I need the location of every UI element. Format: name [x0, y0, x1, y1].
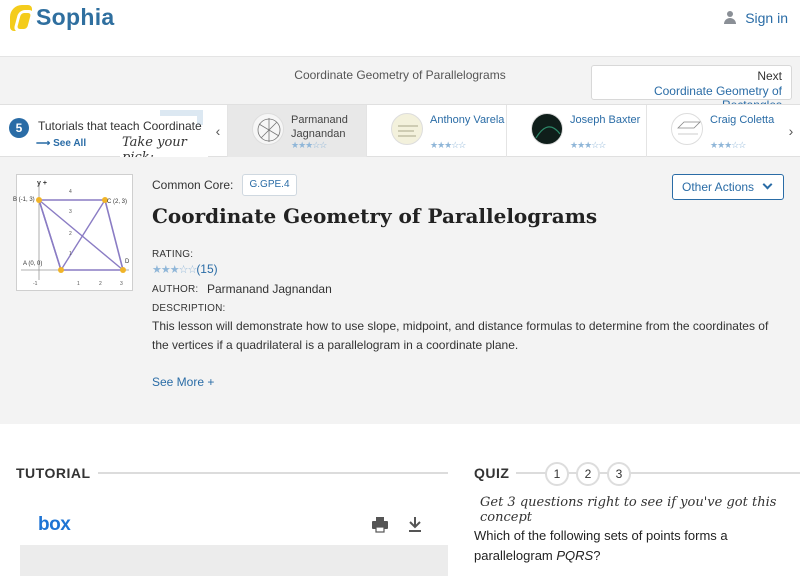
user-icon [723, 11, 737, 25]
band-title: Coordinate Geometry of Parallelograms [294, 68, 506, 82]
logo-text: Sophia [36, 4, 115, 30]
tutor-rating-stars: ★★★☆☆ [570, 140, 606, 150]
tutorial-heading: TUTORIAL [16, 465, 91, 481]
y-tick-2: 2 [69, 231, 72, 237]
lesson-title: Coordinate Geometry of Parallelograms [152, 204, 598, 228]
tutor-thumbnail [531, 113, 563, 145]
rating-count: (15) [196, 262, 218, 276]
quiz-step-3[interactable]: 3 [607, 462, 631, 486]
tutorials-strip [0, 104, 800, 157]
tutor-thumbnail [671, 113, 703, 145]
quiz-step-2[interactable]: 2 [576, 462, 600, 486]
sign-in-label: Sign in [745, 10, 788, 26]
dark-graph-icon [532, 114, 564, 146]
question-figure-name: PQRS [556, 548, 594, 563]
point-c-label: C (2, 3) [107, 199, 128, 205]
x-tick-2: 2 [99, 281, 102, 287]
rating-widget[interactable] [152, 262, 218, 276]
tutor-card-joseph-baxter[interactable] [506, 105, 646, 157]
chevron-down-icon [763, 180, 773, 190]
see-more-link[interactable]: See More + [152, 375, 215, 389]
document-preview-area[interactable] [20, 545, 448, 576]
sophia-logo[interactable] [10, 4, 114, 31]
scroll-right-button[interactable]: › [788, 123, 794, 139]
parallelogram-graph-image [13, 175, 132, 290]
point-d-label: D [125, 259, 130, 265]
point-b-label: B (-1, 3) [13, 197, 35, 203]
author-name: Parmanand Jagnandan [207, 282, 332, 296]
viewer-toolbar [372, 516, 432, 539]
question-mark: ? [593, 548, 601, 563]
box-document-viewer [20, 503, 448, 576]
x-tick-neg1: -1 [33, 281, 38, 287]
parallelogram-sketch-icon [672, 114, 704, 146]
print-icon[interactable] [372, 517, 388, 532]
tutor-name: Anthony Varela [430, 114, 505, 126]
y-tick-4: 4 [69, 189, 72, 195]
tutor-name: Joseph Baxter [570, 114, 641, 126]
x-tick-3: 3 [120, 281, 123, 287]
tutorial-count-badge: 5 [9, 118, 29, 138]
description-label: DESCRIPTION: [152, 303, 226, 314]
next-label: Next [757, 69, 782, 83]
other-actions-button[interactable] [672, 174, 784, 200]
tutor-rating-stars: ★★★☆☆ [710, 140, 746, 150]
tutorial-divider [98, 472, 448, 474]
y-tick-3: 3 [69, 209, 72, 215]
tutorial-count-text: Tutorials that teach Coordinate [38, 119, 202, 133]
y-tick-1: 1 [69, 251, 72, 257]
rating-stars: ★★★☆☆ [152, 264, 197, 276]
quiz-step-1[interactable]: 1 [545, 462, 569, 486]
question-text: Which of the following sets of points forms a parallelogram [474, 528, 728, 563]
viewer-toolbar-icons [372, 516, 432, 534]
lesson-description: This lesson will demonstrate how to use slope, midpoint, and distance formulas to determine from the coordinates of the vertices if a quadrilateral is a parallelogram in a coordinate plane. [152, 319, 769, 352]
point-a-label: A (0, 0) [23, 261, 43, 267]
tutor-thumbnail [252, 113, 284, 145]
tutor-thumbnail [391, 113, 423, 145]
lesson-info [0, 157, 800, 424]
tutor-name: Craig Coletta [710, 114, 775, 126]
see-all-label: See All [53, 138, 87, 149]
tutor-card-craig-coletta[interactable] [646, 105, 782, 157]
take-your-pick-text: Take your [120, 135, 208, 165]
common-core-standard-badge[interactable]: G.GPE.4 [242, 174, 297, 196]
next-lesson-title: Coordinate Geometry of [653, 84, 782, 98]
lesson-title-band [0, 56, 800, 104]
tutor-rating-stars: ★★★☆☆ [291, 140, 327, 150]
quiz-heading: QUIZ [474, 465, 510, 481]
quiz-question [474, 526, 774, 566]
tutorials-summary [0, 105, 208, 157]
other-actions-label: Other Actions [682, 180, 755, 194]
rating-label: RATING: [152, 249, 194, 260]
see-all-link[interactable]: ⟶ See All [36, 138, 87, 149]
quiz-hint: Get 3 questions right to see if you've got this concept [480, 495, 777, 525]
lesson-thumbnail[interactable] [13, 174, 133, 291]
scroll-left-button[interactable]: ‹ [215, 123, 221, 139]
geometry-sketch-icon [253, 114, 285, 146]
equation-sketch-icon [392, 114, 424, 146]
tutor-card-anthony-varela[interactable] [366, 105, 506, 157]
sign-in-link[interactable] [723, 10, 788, 26]
common-core-label: Common Core: [152, 178, 234, 192]
sophia-logo-icon [10, 5, 32, 31]
y-axis-label: y + [37, 180, 47, 187]
download-icon[interactable] [409, 517, 421, 532]
next-lesson-button[interactable] [591, 65, 792, 100]
top-bar [0, 0, 800, 38]
tutor-name: Parmanand Jagnandan [291, 114, 348, 140]
tutor-card-parmanand-jagnandan[interactable] [227, 105, 366, 157]
author-label: AUTHOR: [152, 284, 199, 295]
x-tick-1: 1 [77, 281, 80, 287]
tutor-rating-stars: ★★★☆☆ [430, 140, 466, 150]
box-logo: box [38, 514, 71, 535]
